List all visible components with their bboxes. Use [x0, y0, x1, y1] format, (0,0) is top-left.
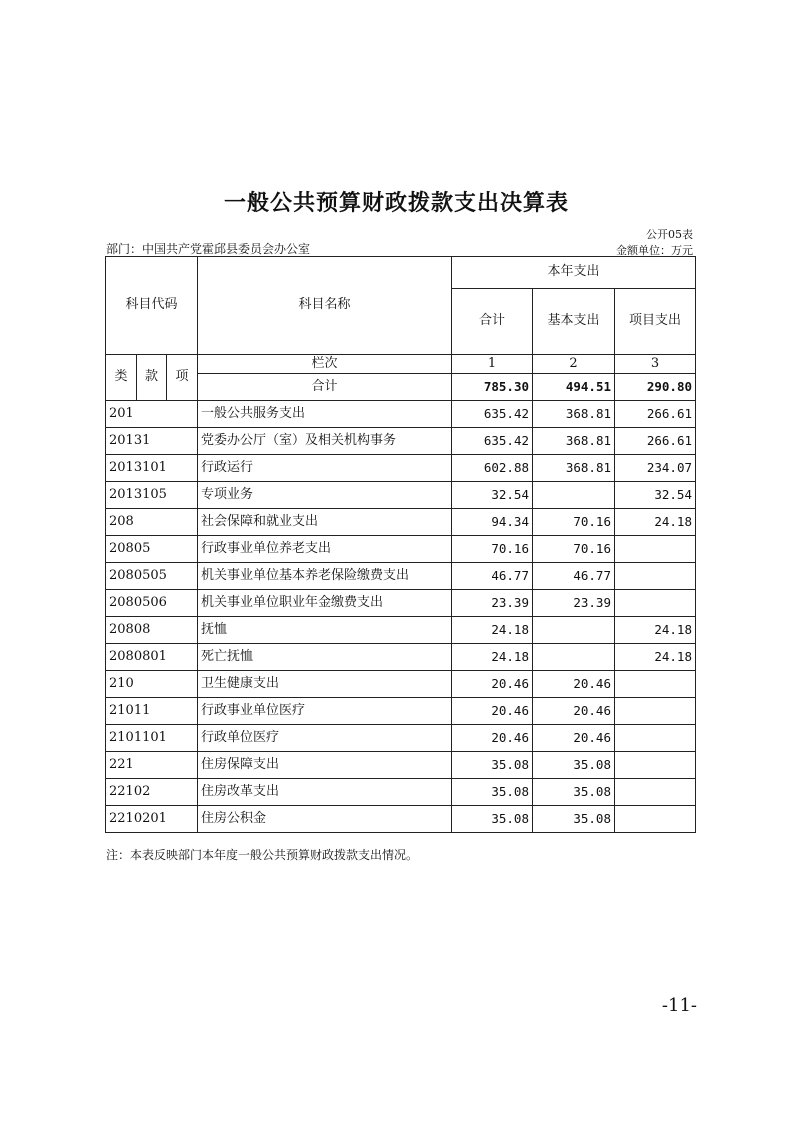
basic-cell [533, 482, 615, 509]
table-row [106, 806, 696, 833]
subject-code-cell: 21011 [106, 698, 198, 725]
project-cell [615, 779, 696, 806]
subject-name-cell: 党委办公厅（室）及相关机构事务 [198, 428, 452, 455]
project-cell [615, 590, 696, 617]
subject-name-cell: 行政事业单位医疗 [198, 698, 452, 725]
total-cell: 20.46 [452, 671, 533, 698]
department-label: 部门：中国共产党霍邱县委员会办公室 [106, 242, 311, 256]
table-row [106, 509, 696, 536]
project-cell [615, 752, 696, 779]
subject-code-cell: 20131 [106, 428, 198, 455]
subject-code-cell: 2080505 [106, 563, 198, 590]
project-cell [615, 698, 696, 725]
total-cell: 602.88 [452, 455, 533, 482]
subject-name-cell: 机关事业单位基本养老保险缴费支出 [198, 563, 452, 590]
subject-name-cell: 死亡抚恤 [198, 644, 452, 671]
item-header: 项 [167, 355, 198, 401]
subject-code-cell: 2080506 [106, 590, 198, 617]
subject-name-cell: 专项业务 [198, 482, 452, 509]
footnote: 注：本表反映部门本年度一般公共预算财政拨款支出情况。 [106, 848, 419, 862]
subject-code-cell: 210 [106, 671, 198, 698]
subject-code-header: 科目代码 [106, 257, 198, 355]
project-cell: 234.07 [615, 455, 696, 482]
total-cell: 46.77 [452, 563, 533, 590]
total-cell: 94.34 [452, 509, 533, 536]
basic-cell: 20.46 [533, 698, 615, 725]
table-row [106, 482, 696, 509]
subject-name-cell: 行政单位医疗 [198, 725, 452, 752]
project-cell [615, 725, 696, 752]
subject-code-cell: 2013105 [106, 482, 198, 509]
project-cell [615, 563, 696, 590]
category-header: 类 [106, 355, 137, 401]
basic-cell: 35.08 [533, 779, 615, 806]
subject-code-cell: 2101101 [106, 725, 198, 752]
table-row [106, 536, 696, 563]
column-number-1: 1 [452, 355, 533, 374]
unit-label: 金额单位：万元 [616, 244, 693, 257]
basic-cell: 20.46 [533, 725, 615, 752]
project-cell: 266.61 [615, 428, 696, 455]
total-cell: 35.08 [452, 779, 533, 806]
subject-code-cell: 20805 [106, 536, 198, 563]
total-cell: 20.46 [452, 725, 533, 752]
table-row [106, 752, 696, 779]
table-row [106, 617, 696, 644]
basic-cell [533, 644, 615, 671]
subject-name-cell: 行政事业单位养老支出 [198, 536, 452, 563]
current-year-header: 本年支出 [452, 257, 696, 289]
basic-cell: 35.08 [533, 806, 615, 833]
total-header: 合计 [452, 289, 533, 355]
subject-name-cell: 抚恤 [198, 617, 452, 644]
table-row [106, 779, 696, 806]
subject-name-cell: 一般公共服务支出 [198, 401, 452, 428]
subject-code-cell: 221 [106, 752, 198, 779]
project-cell [615, 671, 696, 698]
subject-name-header: 科目名称 [198, 257, 452, 355]
section-header: 款 [137, 355, 167, 401]
subject-code-cell: 20808 [106, 617, 198, 644]
subject-code-cell: 201 [106, 401, 198, 428]
project-cell: 24.18 [615, 617, 696, 644]
sum-basic: 494.51 [533, 374, 615, 401]
table-row [106, 644, 696, 671]
total-cell: 70.16 [452, 536, 533, 563]
project-cell [615, 536, 696, 563]
data-rows [106, 401, 696, 833]
table-row [106, 428, 696, 455]
total-cell: 635.42 [452, 401, 533, 428]
project-cell: 24.18 [615, 509, 696, 536]
form-code: 公开05表 [646, 228, 693, 241]
project-cell: 24.18 [615, 644, 696, 671]
project-cell: 266.61 [615, 401, 696, 428]
basic-cell: 20.46 [533, 671, 615, 698]
table-row [106, 590, 696, 617]
basic-header: 基本支出 [533, 289, 615, 355]
budget-table [105, 256, 696, 833]
sum-label: 合计 [198, 374, 452, 401]
table-row [106, 671, 696, 698]
column-label: 栏次 [198, 355, 452, 374]
column-number-2: 2 [533, 355, 615, 374]
project-cell: 32.54 [615, 482, 696, 509]
sum-project: 290.80 [615, 374, 696, 401]
subject-name-cell: 行政运行 [198, 455, 452, 482]
basic-cell: 46.77 [533, 563, 615, 590]
subject-name-cell: 住房保障支出 [198, 752, 452, 779]
basic-cell [533, 617, 615, 644]
total-cell: 20.46 [452, 698, 533, 725]
total-cell: 35.08 [452, 752, 533, 779]
subject-code-cell: 2080801 [106, 644, 198, 671]
subject-name-cell: 机关事业单位职业年金缴费支出 [198, 590, 452, 617]
page-number: -11- [661, 995, 697, 1016]
total-cell: 32.54 [452, 482, 533, 509]
sum-total: 785.30 [452, 374, 533, 401]
column-number-3: 3 [615, 355, 696, 374]
subject-name-cell: 住房改革支出 [198, 779, 452, 806]
basic-cell: 23.39 [533, 590, 615, 617]
basic-cell: 70.16 [533, 536, 615, 563]
subject-code-cell: 2210201 [106, 806, 198, 833]
table-row [106, 563, 696, 590]
subject-name-cell: 社会保障和就业支出 [198, 509, 452, 536]
project-cell [615, 806, 696, 833]
table-row [106, 401, 696, 428]
table-row [106, 455, 696, 482]
subject-name-cell: 卫生健康支出 [198, 671, 452, 698]
basic-cell: 368.81 [533, 455, 615, 482]
subject-code-cell: 2013101 [106, 455, 198, 482]
subject-code-cell: 208 [106, 509, 198, 536]
basic-cell: 368.81 [533, 401, 615, 428]
total-cell: 23.39 [452, 590, 533, 617]
total-cell: 35.08 [452, 806, 533, 833]
subject-code-cell: 22102 [106, 779, 198, 806]
total-cell: 24.18 [452, 644, 533, 671]
total-cell: 24.18 [452, 617, 533, 644]
subject-name-cell: 住房公积金 [198, 806, 452, 833]
table-row [106, 698, 696, 725]
total-cell: 635.42 [452, 428, 533, 455]
project-header: 项目支出 [615, 289, 696, 355]
page-title: 一般公共预算财政拨款支出决算表 [223, 191, 569, 216]
basic-cell: 35.08 [533, 752, 615, 779]
basic-cell: 70.16 [533, 509, 615, 536]
basic-cell: 368.81 [533, 428, 615, 455]
table-row [106, 725, 696, 752]
